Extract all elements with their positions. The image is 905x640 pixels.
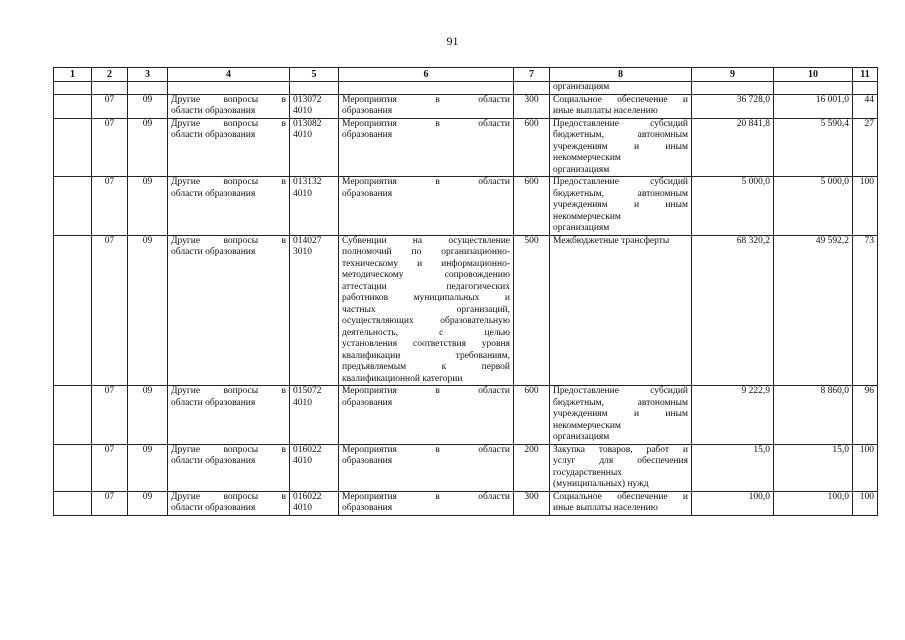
text-line: 013132 bbox=[293, 177, 322, 187]
row-number-cell bbox=[54, 491, 92, 515]
text-line: иные выплаты населению bbox=[553, 106, 658, 116]
execution-percent: 100 bbox=[853, 177, 878, 236]
text-line: Другие вопросы в bbox=[171, 118, 286, 129]
text-line: Мероприятия в области bbox=[342, 444, 510, 455]
planned-amount: 20 841,8 bbox=[692, 118, 774, 177]
section-code: 07 bbox=[92, 177, 128, 236]
column-header-11: 11 bbox=[853, 68, 878, 82]
row-number-cell bbox=[54, 235, 92, 386]
text-line: организациям bbox=[553, 223, 610, 233]
table-row bbox=[54, 94, 878, 118]
expense-type-code: 300 bbox=[514, 491, 550, 515]
text-line: Субвенции на осуществление bbox=[342, 235, 510, 246]
column-header-9: 9 bbox=[692, 68, 774, 82]
subsection-name bbox=[168, 235, 290, 386]
text-line: Межбюджетные трансферты bbox=[553, 235, 670, 246]
executed-amount: 15,0 bbox=[774, 444, 853, 491]
text-line: полномочий по организационно- bbox=[342, 247, 510, 257]
execution-percent: 100 bbox=[853, 491, 878, 515]
planned-amount: 100,0 bbox=[692, 491, 774, 515]
text-line: области образования bbox=[171, 456, 256, 466]
section-code: 07 bbox=[92, 491, 128, 515]
text-line: государственных bbox=[553, 467, 623, 478]
text-line: Мероприятия в области bbox=[342, 491, 510, 502]
continuation-row bbox=[54, 82, 878, 95]
executed-amount: 100,0 bbox=[774, 491, 853, 515]
planned-amount: 5 000,0 bbox=[692, 177, 774, 236]
subsection-name bbox=[168, 444, 290, 491]
subsection-code: 09 bbox=[128, 118, 168, 177]
text-line: области образования bbox=[171, 247, 256, 257]
text-line: Другие вопросы в bbox=[171, 177, 286, 187]
expense-description bbox=[339, 177, 514, 236]
text-line: учреждениям и иным bbox=[553, 141, 688, 152]
text-line: некоммерческим bbox=[553, 420, 621, 431]
text-line: Другие вопросы в bbox=[171, 386, 286, 396]
text-line: 013072 bbox=[293, 94, 322, 105]
expense-type-name bbox=[550, 177, 692, 236]
target-article bbox=[290, 118, 339, 177]
text-line: Другие вопросы в bbox=[171, 491, 286, 502]
text-line: области образования bbox=[171, 397, 256, 408]
text-line: Закупка товаров, работ и bbox=[553, 444, 688, 455]
text-line: 016022 bbox=[293, 444, 322, 455]
column-header-8: 8 bbox=[550, 68, 692, 82]
text-line: Предоставление субсидий bbox=[553, 118, 688, 129]
subsection-name bbox=[168, 94, 290, 118]
expense-description bbox=[339, 491, 514, 515]
expense-description bbox=[339, 94, 514, 118]
executed-amount: 49 592,2 bbox=[774, 235, 853, 386]
section-code: 07 bbox=[92, 235, 128, 386]
text-line: техническому и информационно- bbox=[342, 258, 510, 269]
expense-type-name bbox=[550, 94, 692, 118]
text-line: предъявляемым к первой bbox=[342, 362, 510, 372]
page-number: 91 bbox=[446, 34, 459, 48]
text-line: организациям bbox=[553, 432, 610, 442]
planned-amount: 9 222,9 bbox=[692, 386, 774, 445]
subsection-name bbox=[168, 177, 290, 236]
expense-description bbox=[339, 386, 514, 445]
executed-amount: 8 860,0 bbox=[774, 386, 853, 445]
subsection-name bbox=[168, 386, 290, 445]
expense-type-name bbox=[550, 444, 692, 491]
text-line: бюджетным, автономным bbox=[553, 397, 688, 408]
text-line: методическому сопровождению bbox=[342, 270, 510, 280]
expense-description bbox=[339, 118, 514, 177]
text-line: 013082 bbox=[293, 118, 322, 129]
text-line: Мероприятия в области bbox=[342, 386, 510, 396]
table-row bbox=[54, 177, 878, 236]
text-line: учреждениям и иным bbox=[553, 200, 688, 210]
column-header-7: 7 bbox=[514, 68, 550, 82]
execution-percent: 27 bbox=[853, 118, 878, 177]
table-row bbox=[54, 444, 878, 491]
expense-type-name bbox=[550, 491, 692, 515]
text-line: Другие вопросы в bbox=[171, 444, 286, 455]
text-line: 4010 bbox=[293, 503, 312, 513]
text-line: Социальное обеспечение и bbox=[553, 94, 688, 105]
text-line: работников муниципальных и bbox=[342, 293, 510, 303]
text-line: Предоставление субсидий bbox=[553, 177, 688, 187]
text-line: Мероприятия в области bbox=[342, 177, 510, 187]
expense-description bbox=[339, 235, 514, 386]
text-line: 4010 bbox=[293, 106, 312, 116]
text-line: установления соответствия уровня bbox=[342, 339, 510, 349]
expense-type-name bbox=[550, 386, 692, 445]
column-header-3: 3 bbox=[128, 68, 168, 82]
text-line: образования bbox=[342, 106, 393, 116]
subsection-code: 09 bbox=[128, 491, 168, 515]
section-code: 07 bbox=[92, 118, 128, 177]
column-header-2: 2 bbox=[92, 68, 128, 82]
text-line: 4010 bbox=[293, 188, 312, 199]
text-line: учреждениям и иным bbox=[553, 409, 688, 419]
planned-amount: 36 728,0 bbox=[692, 94, 774, 118]
expense-description bbox=[339, 444, 514, 491]
text-line: Мероприятия в области bbox=[342, 94, 510, 105]
subsection-name bbox=[168, 118, 290, 177]
row-number-cell bbox=[54, 386, 92, 445]
execution-percent: 100 bbox=[853, 444, 878, 491]
text-line: 4010 bbox=[293, 130, 312, 140]
text-line: квалификации требованиям, bbox=[342, 350, 510, 361]
text-line: 016022 bbox=[293, 491, 322, 502]
header-row bbox=[54, 68, 878, 82]
column-header-6: 6 bbox=[339, 68, 514, 82]
target-article bbox=[290, 235, 339, 386]
text-line: области образования bbox=[171, 188, 256, 199]
column-header-10: 10 bbox=[774, 68, 853, 82]
table-row bbox=[54, 491, 878, 515]
subsection-code: 09 bbox=[128, 94, 168, 118]
text-line: некоммерческим bbox=[553, 211, 621, 222]
target-article bbox=[290, 386, 339, 445]
text-line: некоммерческим bbox=[553, 153, 621, 163]
text-line: квалификационной категории bbox=[342, 373, 463, 384]
text-line: области образования bbox=[171, 106, 256, 116]
executed-amount: 5 000,0 bbox=[774, 177, 853, 236]
executed-amount: 16 001,0 bbox=[774, 94, 853, 118]
text-line: бюджетным, автономным bbox=[553, 188, 688, 199]
text-line: области образования bbox=[171, 130, 256, 140]
text-line: образования bbox=[342, 456, 393, 466]
text-line: деятельность, с целью bbox=[342, 327, 510, 338]
expense-type-code: 500 bbox=[514, 235, 550, 386]
executed-amount: 5 590,4 bbox=[774, 118, 853, 177]
text-line: области образования bbox=[171, 503, 256, 513]
row-number-cell bbox=[54, 118, 92, 177]
text-line: услуг для обеспечения bbox=[553, 456, 688, 466]
row-number-cell bbox=[54, 177, 92, 236]
expense-type-code: 200 bbox=[514, 444, 550, 491]
table-row bbox=[54, 235, 878, 386]
text-line: 4010 bbox=[293, 397, 312, 408]
text-line: 4010 bbox=[293, 456, 312, 466]
text-line: образования bbox=[342, 397, 393, 408]
text-line: 3010 bbox=[293, 247, 312, 257]
table-row bbox=[54, 118, 878, 177]
execution-percent: 96 bbox=[853, 386, 878, 445]
expense-type-code: 600 bbox=[514, 118, 550, 177]
column-header-1: 1 bbox=[54, 68, 92, 82]
text-line: организациям bbox=[553, 164, 610, 175]
text-line: образования bbox=[342, 503, 393, 513]
text-line: образования bbox=[342, 130, 393, 140]
execution-percent: 73 bbox=[853, 235, 878, 386]
text-line: Другие вопросы в bbox=[171, 94, 286, 105]
subsection-code: 09 bbox=[128, 386, 168, 445]
expense-type-name bbox=[550, 118, 692, 177]
target-article bbox=[290, 177, 339, 236]
target-article bbox=[290, 444, 339, 491]
text-line: образования bbox=[342, 188, 393, 199]
text-line: 015072 bbox=[293, 386, 322, 396]
subsection-name bbox=[168, 491, 290, 515]
subsection-code: 09 bbox=[128, 444, 168, 491]
text-line: Другие вопросы в bbox=[171, 235, 286, 246]
text-line: Предоставление субсидий bbox=[553, 386, 688, 396]
section-code: 07 bbox=[92, 386, 128, 445]
expense-type-name bbox=[550, 235, 692, 386]
expense-type-code: 600 bbox=[514, 177, 550, 236]
text-line: частных организаций, bbox=[342, 304, 510, 315]
planned-amount: 68 320,2 bbox=[692, 235, 774, 386]
text-line: (муниципальных) нужд bbox=[553, 479, 649, 489]
target-article bbox=[290, 491, 339, 515]
subsection-code: 09 bbox=[128, 235, 168, 386]
text-line: Мероприятия в области bbox=[342, 118, 510, 129]
planned-amount: 15,0 bbox=[692, 444, 774, 491]
continuation-text: организациям bbox=[550, 82, 692, 95]
target-article bbox=[290, 94, 339, 118]
budget-table bbox=[53, 67, 878, 516]
section-code: 07 bbox=[92, 94, 128, 118]
text-line: иные выплаты населению bbox=[553, 503, 658, 513]
text-line: Социальное обеспечение и bbox=[553, 491, 688, 502]
subsection-code: 09 bbox=[128, 177, 168, 236]
expense-type-code: 600 bbox=[514, 386, 550, 445]
expense-type-code: 300 bbox=[514, 94, 550, 118]
row-number-cell bbox=[54, 94, 92, 118]
execution-percent: 44 bbox=[853, 94, 878, 118]
text-line: 014027 bbox=[293, 235, 322, 246]
table-row bbox=[54, 386, 878, 445]
column-header-4: 4 bbox=[168, 68, 290, 82]
text-line: аттестации педагогических bbox=[342, 281, 510, 292]
section-code: 07 bbox=[92, 444, 128, 491]
text-line: бюджетным, автономным bbox=[553, 130, 688, 140]
column-header-5: 5 bbox=[290, 68, 339, 82]
row-number-cell bbox=[54, 444, 92, 491]
text-line: осуществляющих образовательную bbox=[342, 316, 510, 326]
